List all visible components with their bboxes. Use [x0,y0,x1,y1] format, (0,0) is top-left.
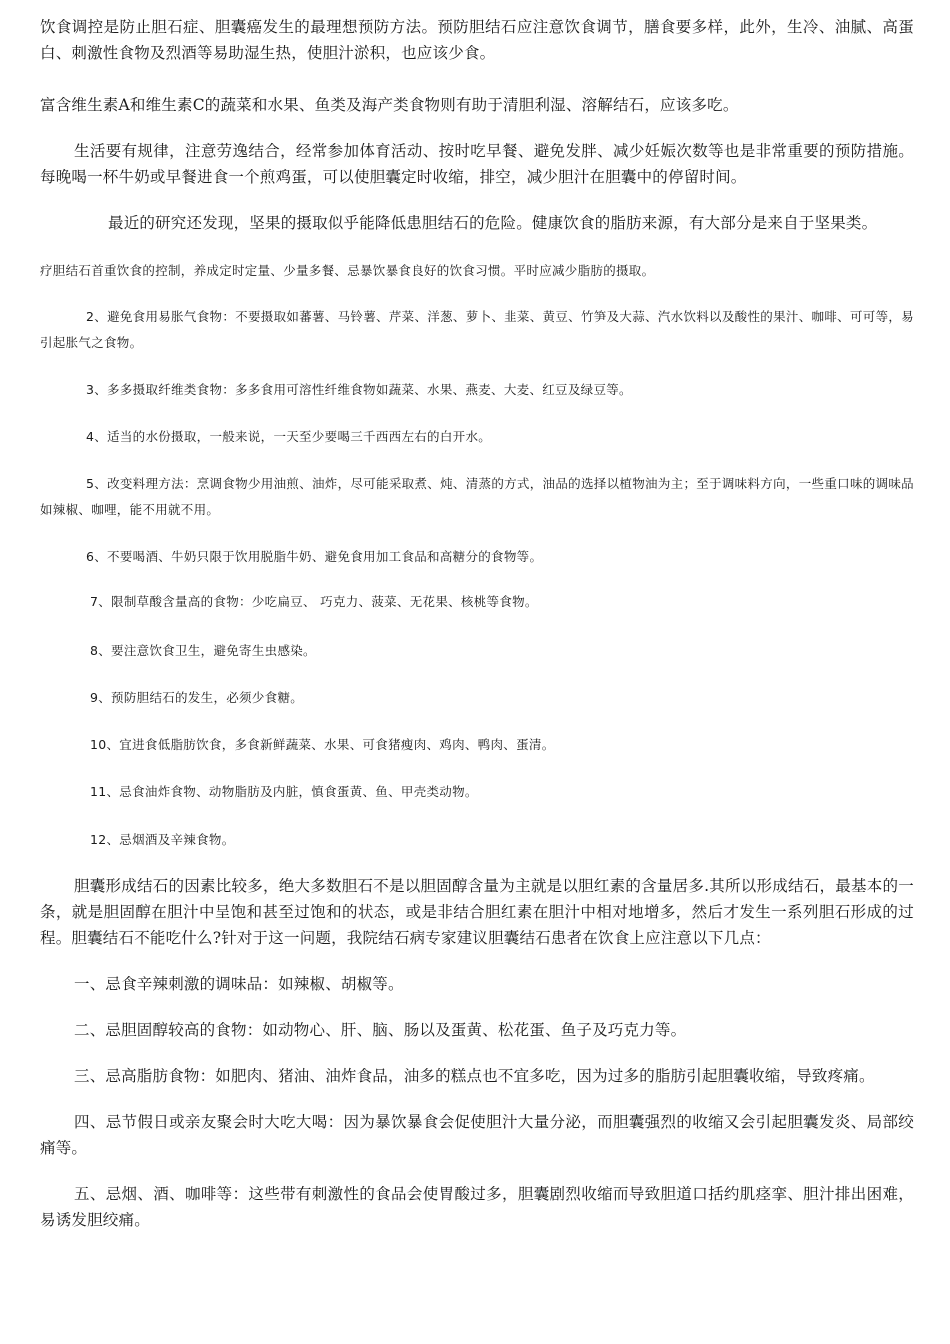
paragraph-nuts: 最近的研究还发现，坚果的摄取似乎能降低患胆结石的危险。健康饮食的脂肪来源，有大部分是来自于坚果类。 [108,214,878,232]
paragraph-gallstone-causes: 胆囊形成结石的因素比较多，绝大多数胆石不是以胆固醇含量为主就是以胆红素的含量居多.其所以形成结石，最基本的一条，就是胆固醇在胆汁中呈饱和甚至过饱和的状态，或是非结合胆红素在胆汁中相对地增多，然后才发生一系列胆石形成的过程。胆囊结石不能吃什么?针对于这一问题，我院结石病专家建议胆囊结石患者在饮食上应注意以下几点： [40,877,914,947]
avoid-item-4: 四、忌节假日或亲友聚会时大吃大喝：因为暴饮暴食会促使胆汁大量分泌，而胆囊强烈的收缩又会引起胆囊发炎、局部绞痛等。 [40,1113,914,1157]
paragraph-vitamins: 富含维生素A和维生素C的蔬菜和水果、鱼类及海产类食物则有助于清胆利湿、溶解结石，应该多吃。 [40,96,739,114]
paragraph-treatment: 疗胆结石首重饮食的控制，养成定时定量、少量多餐、忌暴饮暴食良好的饮食习惯。平时应减少脂肪的摄取。 [40,263,655,278]
paragraph-lifestyle: 生活要有规律，注意劳逸结合，经常参加体育活动、按时吃早餐、避免发胖、减少妊娠次数等也是非常重要的预防措施。每晚喝一杯牛奶或早餐进食一个煎鸡蛋，可以使胆囊定时收缩，排空，减少胆汁在胆囊中的停留时间。 [40,142,914,186]
list-item-7: 7、限制草酸含量高的食物：少吃扁豆、 巧克力、菠菜、无花果、核桃等食物。 [90,594,538,609]
avoid-item-3: 三、忌高脂肪食物：如肥肉、猪油、油炸食品，油多的糕点也不宜多吃，因为过多的脂肪引起胆囊收缩，导致疼痛。 [74,1067,875,1085]
list-item-3: 3、多多摄取纤维类食物：多多食用可溶性纤维食物如蔬菜、水果、燕麦、大麦、红豆及绿豆等。 [86,382,632,397]
list-item-6: 6、不要喝酒、牛奶只限于饮用脱脂牛奶、避免食用加工食品和高糖分的食物等。 [86,549,543,564]
list-item-11: 11、忌食油炸食物、动物脂肪及内脏，慎食蛋黄、鱼、甲壳类动物。 [90,784,478,799]
avoid-item-2: 二、忌胆固醇较高的食物：如动物心、肝、脑、肠以及蛋黄、松花蛋、鱼子及巧克力等。 [74,1021,687,1039]
list-item-9: 9、预防胆结石的发生，必须少食糖。 [90,690,304,705]
avoid-item-5: 五、忌烟、酒、咖啡等：这些带有刺激性的食品会使胃酸过多，胆囊剧烈收缩而导致胆道口括约肌痉挛、胆汁排出困难，易诱发胆绞痛。 [40,1185,914,1229]
list-item-4: 4、适当的水份摄取，一般来说，一天至少要喝三千西西左右的白开水。 [86,429,492,444]
avoid-item-1: 一、忌食辛辣刺激的调味品：如辣椒、胡椒等。 [74,975,404,993]
list-item-5: 5、改变料理方法：烹调食物少用油煎、油炸，尽可能采取煮、炖、清蒸的方式，油品的选择以植物油为主；至于调味料方向，一些重口味的调味品如辣椒、咖哩，能不用就不用。 [40,476,914,517]
list-item-10: 10、宜进食低脂肪饮食，多食新鲜蔬菜、水果、可食猪瘦肉、鸡肉、鸭肉、蛋清。 [90,737,555,752]
paragraph-diet-control: 饮食调控是防止胆石症、胆囊癌发生的最理想预防方法。预防胆结石应注意饮食调节，膳食要多样，此外，生冷、油腻、高蛋白、刺激性食物及烈酒等易助湿生热，使胆汁淤积，也应该少食。 [40,18,914,62]
list-item-12: 12、忌烟酒及辛辣食物。 [90,832,235,847]
list-item-8: 8、要注意饮食卫生，避免寄生虫感染。 [90,643,316,658]
document-body [40,14,914,1233]
list-item-2: 2、避免食用易胀气食物：不要摄取如蕃薯、马铃薯、芹菜、洋葱、萝卜、韭菜、黄豆、竹笋及大蒜、汽水饮料以及酸性的果汁、咖啡、可可等，易引起胀气之食物。 [40,309,914,350]
